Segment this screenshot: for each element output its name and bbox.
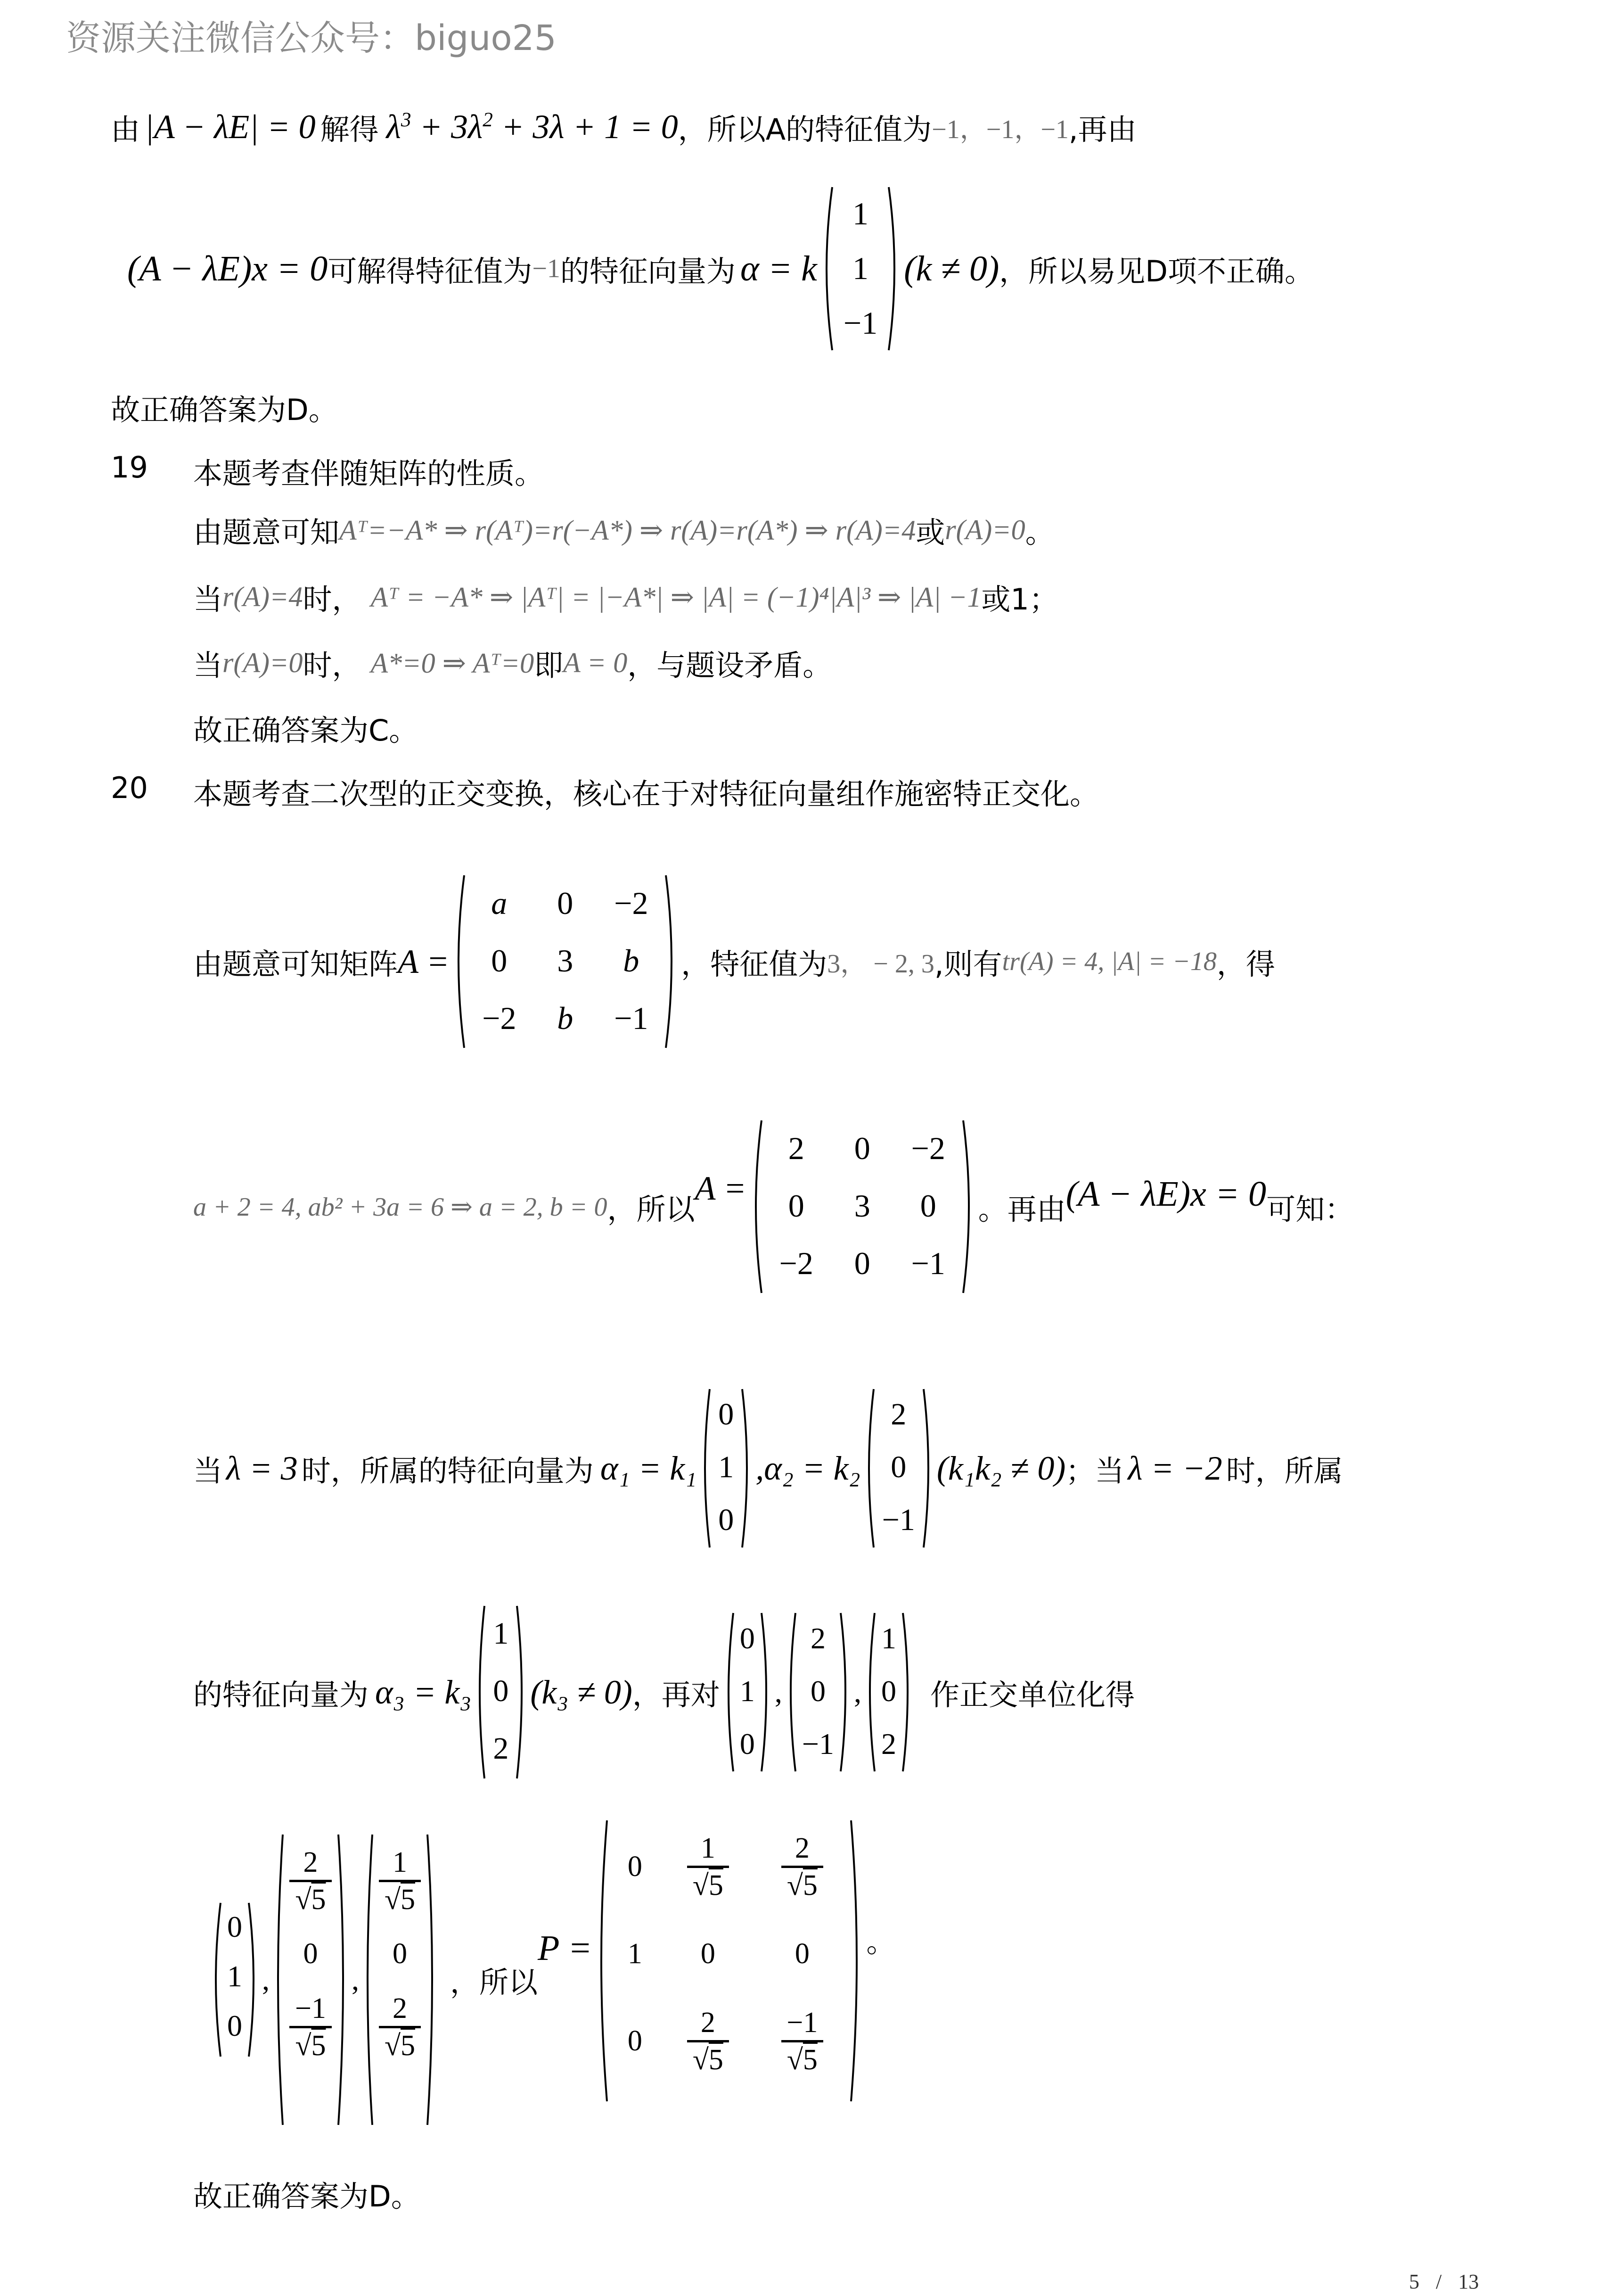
vector-entry: 0 <box>718 1503 734 1537</box>
math-adj-zero: A*=0 ⇒ Aᵀ=0 <box>370 647 534 679</box>
math-lhs-A: A = <box>398 942 450 980</box>
matrix-cell: b <box>557 1000 573 1036</box>
matrix-cell: 0 <box>788 1187 804 1224</box>
matrix-cell: 0 <box>627 1850 642 1883</box>
matrix-cell: 0 <box>491 942 508 979</box>
vector-v1 <box>699 1388 753 1548</box>
math-condition: (k ≠ 0) <box>904 248 999 288</box>
vector-entry: 2 <box>881 1727 896 1761</box>
math-eigenvalues: 3， − 2, 3 <box>827 949 934 979</box>
vector-alpha <box>820 186 901 351</box>
fraction: $\frac{2}{√5}$ <box>781 1834 823 1900</box>
q18-eigvec-line <box>127 184 1314 354</box>
math-condition: (k₁k₂ ≠ 0) <box>936 1449 1066 1487</box>
text: 的特征向量为 <box>560 254 736 288</box>
math-rank-zero: r(A)=0 <box>945 514 1025 545</box>
vector-entry: −1 <box>882 1503 915 1537</box>
vector-entry: 2 <box>493 1731 509 1766</box>
vector-entry: 1 <box>852 195 869 231</box>
matrix-P <box>595 1819 863 2102</box>
text: 。再由 <box>978 1192 1066 1226</box>
text: ，所以A的特征值为 <box>678 112 932 147</box>
text: ，得 <box>1216 946 1275 981</box>
vector-entry: −1 <box>843 304 878 341</box>
q19-answer: 故正确答案为C。 <box>193 713 418 748</box>
q19-title: 本题考查伴随矩阵的性质。 <box>193 456 544 491</box>
comma: , <box>351 1963 359 1996</box>
page-separator: / <box>1436 2270 1442 2293</box>
question-number-19: 19 <box>111 450 148 485</box>
text: 时， <box>303 648 361 683</box>
right-paren <box>887 186 901 351</box>
matrix-cell: a <box>491 885 508 921</box>
text: 当 <box>193 648 223 683</box>
math-det-chain: Aᵀ = −A* ⇒ |Aᵀ| = |−A*| ⇒ |A| = (−1)⁴|A|³ ⇒ |A| −1 <box>370 581 982 613</box>
math-trace-det: tr(A) = 4, |A| = −18 <box>1002 947 1217 976</box>
fraction: $\frac{2}{√5}$ <box>289 1848 331 1914</box>
math-lambda-neg2: λ = −2 <box>1128 1449 1222 1487</box>
matrix-cell: 0 <box>700 1937 715 1970</box>
text: 。 <box>866 1925 896 1959</box>
math-lhs-A: A = <box>695 1169 746 1207</box>
vector-entry: 0 <box>303 1937 318 1970</box>
matrix-A-params <box>452 874 678 1049</box>
vector-v2 <box>863 1388 934 1548</box>
text: 的特征向量为 <box>193 1677 369 1712</box>
math-alpha: α = k <box>740 248 817 288</box>
matrix-cell: 0 <box>920 1187 936 1224</box>
math-rank-chain: Aᵀ=−A* ⇒ r(Aᵀ)=r(−A*) ⇒ r(A)=r(A*) ⇒ r(A)=4 <box>339 514 916 546</box>
matrix-cell: 3 <box>854 1187 870 1224</box>
vector-v3 <box>474 1605 527 1779</box>
text: 当 <box>193 1453 223 1488</box>
q20-line2 <box>193 1117 1354 1296</box>
unit-vector-1 <box>210 1902 259 2057</box>
q19-line2 <box>193 576 1058 618</box>
text: 由题意可知矩阵 <box>193 946 398 981</box>
vector-entry: 0 <box>739 1621 755 1655</box>
q19-line1 <box>193 509 1055 551</box>
vector-entry: 0 <box>810 1674 826 1708</box>
unit-vector-3 <box>362 1834 438 2126</box>
page-number <box>1409 2270 1479 2294</box>
math-alpha1: α₁ = k₁ <box>600 1449 697 1487</box>
math-homog-eq: (A − λE)x = 0 <box>1065 1174 1267 1214</box>
vector-entry: 0 <box>881 1674 896 1708</box>
text: 作正交单位化得 <box>930 1677 1135 1712</box>
q20-line3 <box>193 1383 1343 1553</box>
comma: , <box>854 1675 861 1709</box>
matrix-cell: 0 <box>557 885 573 921</box>
vector-entry: −1 <box>802 1727 834 1761</box>
text: 。 <box>1025 515 1055 550</box>
text: 可知： <box>1266 1192 1354 1226</box>
q20-line5 <box>207 1824 895 2135</box>
text: 解得 <box>320 112 379 147</box>
matrix-cell: −2 <box>779 1245 813 1281</box>
vector-entry: 1 <box>227 1959 242 1993</box>
total-pages: 13 <box>1458 2270 1479 2293</box>
math-rank-zero: r(A)=0 <box>222 647 303 678</box>
text: ,再由 <box>1068 112 1137 147</box>
math-a-zero: A = 0 <box>563 647 628 678</box>
vector-group-3 <box>864 1612 913 1772</box>
matrix-A-numeric <box>749 1119 975 1294</box>
text: 或1； <box>981 582 1058 617</box>
math-alpha2: ,α₂ = k₂ <box>755 1449 860 1487</box>
text: 当 <box>193 582 223 617</box>
vector-entry: 0 <box>739 1727 755 1761</box>
matrix-cell: 0 <box>795 1937 810 1970</box>
math-lambda-3: λ = 3 <box>226 1449 298 1487</box>
text: ，与题设矛盾。 <box>627 648 832 683</box>
vector-entry: 0 <box>718 1397 734 1432</box>
vector-entry: 1 <box>881 1621 896 1655</box>
q20-title: 本题考查二次型的正交变换，核心在于对特征向量组作施密特正交化。 <box>193 777 1099 811</box>
fraction: $\frac{2}{√5}$ <box>379 1994 421 2060</box>
vector-group-2 <box>785 1612 851 1772</box>
math-determinant-eq: |A − λE| = 0 <box>145 108 316 146</box>
vector-entry: 0 <box>227 1909 242 1943</box>
text: 时，所属 <box>1226 1453 1343 1488</box>
matrix-cell: −2 <box>614 885 648 921</box>
text: 或 <box>916 515 945 550</box>
math-char-poly: $\lambda^3 + 3\lambda^2 + 3\lambda + 1 = 0$ <box>386 108 678 146</box>
q20-answer: 故正确答案为D。 <box>193 2179 420 2214</box>
math-solve-ab: a + 2 = 4, ab² + 3a = 6 ⇒ a = 2, b = 0 <box>193 1192 607 1222</box>
fraction: $\frac{-1}{√5}$ <box>289 1994 332 2060</box>
unit-vector-2 <box>272 1834 349 2126</box>
matrix-cell: b <box>623 942 639 979</box>
text: ，特征值为 <box>681 946 827 981</box>
question-number-20: 20 <box>111 771 148 805</box>
math-rank-four: r(A)=4 <box>222 581 303 612</box>
text: 由 <box>111 112 140 147</box>
vector-entry: 1 <box>718 1450 734 1484</box>
math-alpha3: α₃ = k₃ <box>375 1673 472 1711</box>
vector-entry: 0 <box>227 2008 242 2042</box>
text: 时， <box>303 582 361 617</box>
comma: , <box>774 1675 782 1709</box>
matrix-cell: 3 <box>557 942 573 979</box>
vector-entry: 2 <box>891 1397 907 1432</box>
q20-line4 <box>193 1598 1135 1786</box>
math-condition: (k₃ ≠ 0) <box>530 1673 632 1711</box>
math-homog-eq: (A − λE)x = 0 <box>127 248 328 288</box>
matrix-cell: 0 <box>854 1245 870 1281</box>
text: 时，所属的特征向量为 <box>301 1453 594 1488</box>
vector-entry: 2 <box>810 1621 826 1655</box>
vector-entry: 1 <box>739 1674 755 1708</box>
math-lhs-P: P = <box>538 1928 592 1968</box>
fraction: $\frac{1}{√5}$ <box>379 1848 421 1914</box>
matrix-cell: 2 <box>788 1130 804 1166</box>
comma: , <box>262 1963 270 1996</box>
text: ，所以易见D项不正确。 <box>999 254 1314 288</box>
vector-entry: 0 <box>493 1674 509 1708</box>
current-page: 5 <box>1409 2270 1419 2293</box>
text: 即 <box>534 648 564 683</box>
vector-entry: 1 <box>852 250 869 286</box>
q19-line3 <box>193 642 832 684</box>
text: ，所以 <box>450 1965 538 2000</box>
vector-entry: 1 <box>493 1616 509 1651</box>
matrix-cell: −2 <box>911 1130 945 1166</box>
math-eigenvalue: −1 <box>532 254 560 283</box>
q18-eigen-line <box>111 106 1137 148</box>
vector-entry: 0 <box>891 1450 907 1484</box>
math-eigenvalues: −1，−1，−1 <box>932 115 1069 144</box>
text: ,则有 <box>934 946 1002 981</box>
matrix-cell: 0 <box>627 2024 642 2057</box>
text: ，再对 <box>632 1677 720 1712</box>
text: ，所以 <box>607 1192 695 1226</box>
left-paren <box>820 186 834 351</box>
matrix-cell: −1 <box>911 1245 945 1281</box>
fraction: $\frac{1}{√5}$ <box>687 1834 729 1900</box>
matrix-cell: 1 <box>627 1937 642 1970</box>
matrix-cell: −2 <box>482 1000 516 1036</box>
watermark: 资源关注微信公众号：biguo25 <box>66 18 557 58</box>
matrix-cell: −1 <box>614 1000 648 1036</box>
q20-line1 <box>193 872 1275 1051</box>
vector-group-1 <box>723 1612 772 1772</box>
fraction: $\frac{2}{√5}$ <box>687 2008 729 2074</box>
q18-answer: 故正确答案为D。 <box>111 393 338 427</box>
text: ；当 <box>1065 1453 1124 1488</box>
text: 可解得特征值为 <box>328 254 532 288</box>
vector-entry: 0 <box>392 1937 407 1970</box>
fraction: $\frac{-1}{√5}$ <box>781 2008 823 2074</box>
text: 由题意可知 <box>193 515 340 550</box>
matrix-cell: 0 <box>854 1130 870 1166</box>
